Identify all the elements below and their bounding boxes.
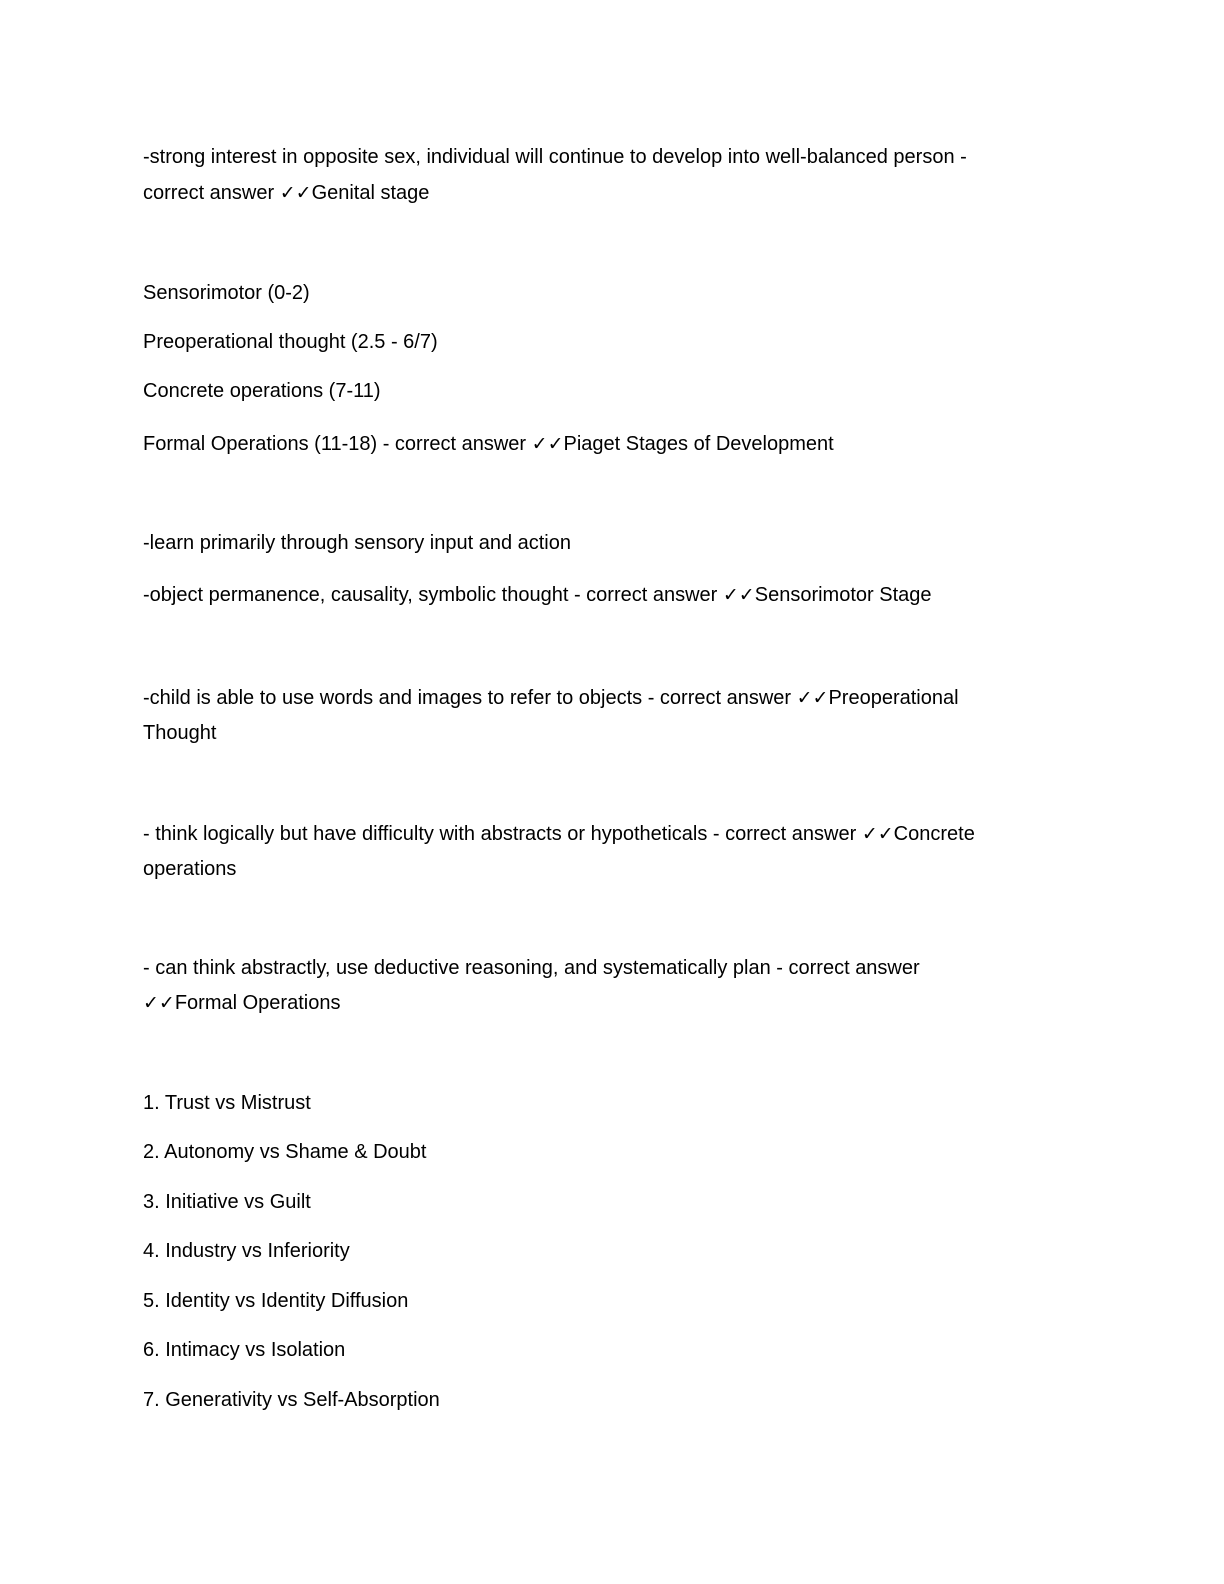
- double-check-icon: ✓✓: [722, 584, 755, 606]
- list-item: 3. Initiative vs Guilt: [143, 1191, 311, 1213]
- card-6-answer-line: [143, 986, 1083, 1021]
- card-2-line-3: Concrete operations (7-11): [143, 380, 381, 402]
- list-item: 2. Autonomy vs Shame & Doubt: [143, 1141, 427, 1163]
- card-3-answer: Sensorimotor Stage: [754, 584, 932, 606]
- card-2-answer: Piaget Stages of Development: [563, 433, 834, 455]
- card-1-answer: Genital stage: [311, 182, 430, 204]
- card-2-line-1: Sensorimotor (0-2): [143, 282, 310, 304]
- card-3-line-1: -learn primarily through sensory input and action: [143, 532, 571, 554]
- card-5-answer: Concrete: [893, 823, 975, 845]
- double-check-icon: ✓✓: [531, 433, 564, 455]
- list-item: 7. Generativity vs Self-Absorption: [143, 1389, 440, 1411]
- list-item: 4. Industry vs Inferiority: [143, 1240, 350, 1262]
- card-4-answer: Preoperational: [828, 687, 959, 709]
- card-5-answer-line: - think logically but have difficulty with abstracts or hypotheticals - correct answer ✓✓Concrete: [143, 823, 975, 845]
- double-check-icon: ✓✓: [143, 992, 175, 1014]
- list-item: 5. Identity vs Identity Diffusion: [143, 1290, 409, 1312]
- double-check-icon: ✓✓: [796, 687, 829, 709]
- card-5-answer-continuation: operations: [143, 858, 237, 880]
- card-6-question-line: - can think abstractly, use deductive reasoning, and systematically plan - correct answer: [143, 957, 920, 979]
- double-check-icon: ✓✓: [861, 823, 894, 845]
- list-item: 1. Trust vs Mistrust: [143, 1092, 311, 1114]
- card-4-answer-continuation: Thought: [143, 722, 217, 744]
- card-4-answer-line: -child is able to use words and images to refer to objects - correct answer ✓✓Preoperational: [143, 687, 959, 709]
- card-1-question-line: -strong interest in opposite sex, individual will continue to develop into well-balanced person -: [143, 146, 967, 168]
- card-2-line-2: Preoperational thought (2.5 - 6/7): [143, 331, 438, 353]
- card-1-answer-line: correct answer ✓✓Genital stage: [143, 182, 430, 204]
- card-2-answer-line: Formal Operations (11-18) - correct answer ✓✓Piaget Stages of Development: [143, 433, 834, 455]
- card-3-answer-line: -object permanence, causality, symbolic thought - correct answer ✓✓Sensorimotor Stage: [143, 584, 932, 606]
- card-6-answer: Formal Operations: [174, 992, 341, 1014]
- double-check-icon: ✓✓: [279, 182, 312, 204]
- list-item: 6. Intimacy vs Isolation: [143, 1339, 346, 1361]
